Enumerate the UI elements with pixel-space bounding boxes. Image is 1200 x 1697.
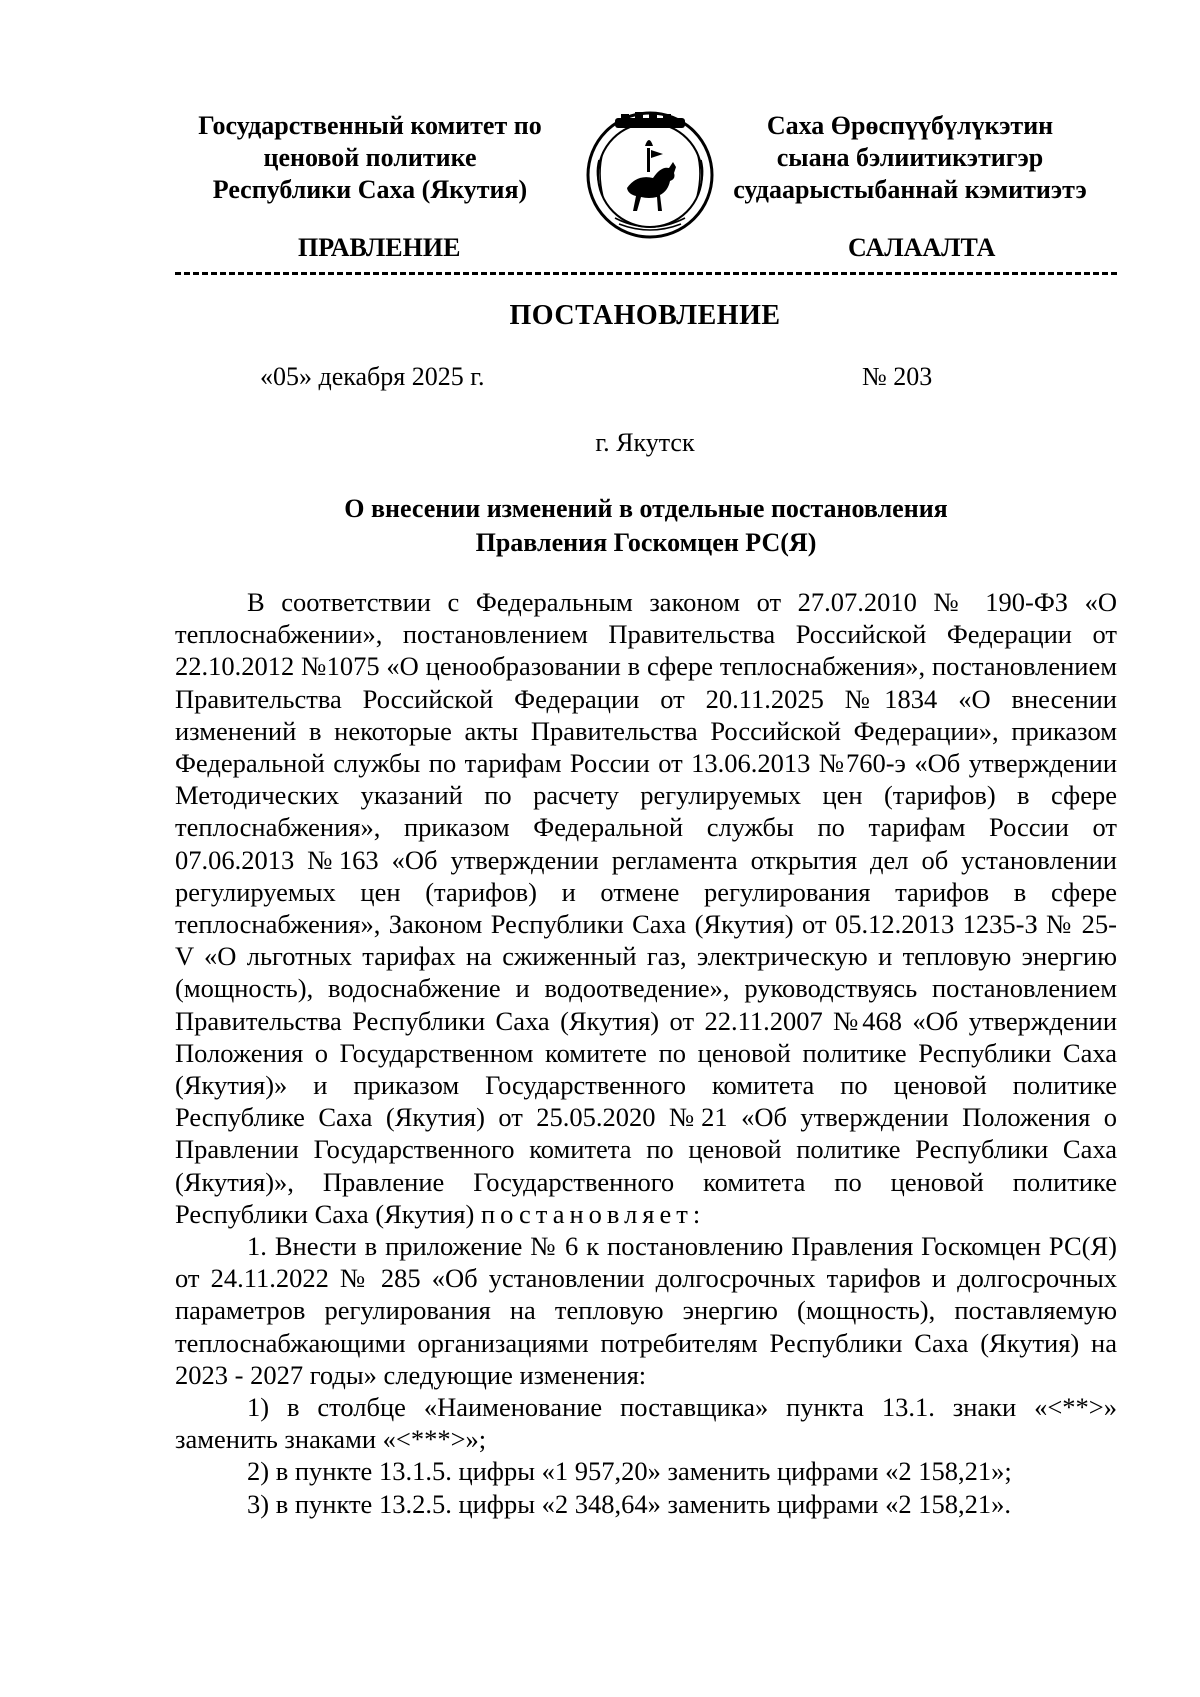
- document-type: ПОСТАНОВЛЕНИЕ: [509, 300, 781, 331]
- document-number: № 203: [862, 362, 933, 391]
- title-line: О внесении изменений в отдельные постановления: [344, 494, 948, 523]
- subitem-1-paragraph: 1) в столбце «Наименование поставщика» пункта 13.1. знаки «<**>» заменить знаками «<***>»;: [175, 1392, 1117, 1455]
- header-right-line: судаарыстыбаннай кэмитиэтэ: [733, 175, 1087, 204]
- header-divider: [175, 272, 1117, 275]
- document-body: [175, 586, 1117, 1520]
- title-line: Правления Госкомцен РС(Я): [475, 528, 817, 557]
- header-left-line: Республики Саха (Якутия): [212, 175, 528, 204]
- header-right-line: сыана бэлиитикэтигэр: [776, 143, 1044, 172]
- header-right-line: Саха Өрөспүүбүлүкэтин: [766, 111, 1054, 140]
- item-1-paragraph: 1. Внести в приложение № 6 к постановлению Правления Госкомцен РС(Я) от 24.11.2022 № 285 «Об установлении долгосрочных тарифов и долгосрочных параметров регулирования на тепловую энергию (мощность), поставляемую теплоснабжающими организациями потребителям Республики Саха (Якутия) на 2023 - 2027 годы» следующие изменения:: [175, 1231, 1117, 1390]
- document-date: «05» декабря 2025 г.: [260, 362, 485, 391]
- subitem-2-paragraph: 2) в пункте 13.1.5. цифры «1 957,20» заменить цифрами «2 158,21»;: [247, 1456, 1012, 1487]
- header-left-line: Государственный комитет по: [198, 111, 542, 140]
- preamble-text: В соответствии с Федеральным законом от 27.07.2010 № 190-ФЗ «О теплоснабжении», постановлением Правительства Российской Федерации от 22.10.2012 №1075 «О ценообразовании в сфере теплоснабжения», постановлением Правительства Российской Федерации от 20.11.2025 №1834 «О внесении изменений в некоторые акты Правительства Российской Федерации», приказом Федеральной службы по тарифам России от 13.06.2013 №760-э «Об утверждении Методических указаний по расчету регулируемых цен (тарифов) в сфере теплоснабжения», приказом Федеральной службы по тарифам России от 07.06.2013 №163 «Об утверждении регламента открытия дел об установлении регулируемых цен (тарифов) и отмене регулирования тарифов в сфере теплоснабжения», Законом Республики Саха (Якутия) от 05.12.2013 1235-З № 25-V «О льготных тарифах на сжиженный газ, электрическую и тепловую энергию (мощность), водоснабжение и водоотведение», руководствуясь постановлением Правительства Республики Саха (Якутия) от 22.11.2007 №468 «Об утверждении Положения о Государственном комитете по ценовой политике Республики Саха (Якутия)» и приказом Государственного комитета по ценовой политике Республике Саха (Якутия) от 25.05.2020 №21 «Об утверждении Положения о Правлении Государственного комитета по ценовой политике Республики Саха (Якутия)», Правление Государственного комитета по ценовой политике Республики Саха (Якутия): [175, 587, 1117, 1229]
- board-label-sakha: САЛААЛТА: [848, 233, 996, 262]
- header-right-sakha: [720, 110, 1100, 206]
- decision-word: постановляет:: [480, 1198, 706, 1229]
- preamble-paragraph: [175, 586, 1117, 1230]
- sakha-coat-of-arms-icon: [585, 110, 715, 240]
- header-left-russian: [180, 110, 560, 206]
- subitem-3-paragraph: 3) в пункте 13.2.5. цифры «2 348,64» заменить цифрами «2 158,21».: [247, 1488, 1011, 1519]
- header-left-line: ценовой политике: [263, 143, 477, 172]
- board-label-russian: ПРАВЛЕНИЕ: [298, 233, 461, 262]
- document-title: [175, 492, 1117, 560]
- document-city: г. Якутск: [595, 428, 695, 457]
